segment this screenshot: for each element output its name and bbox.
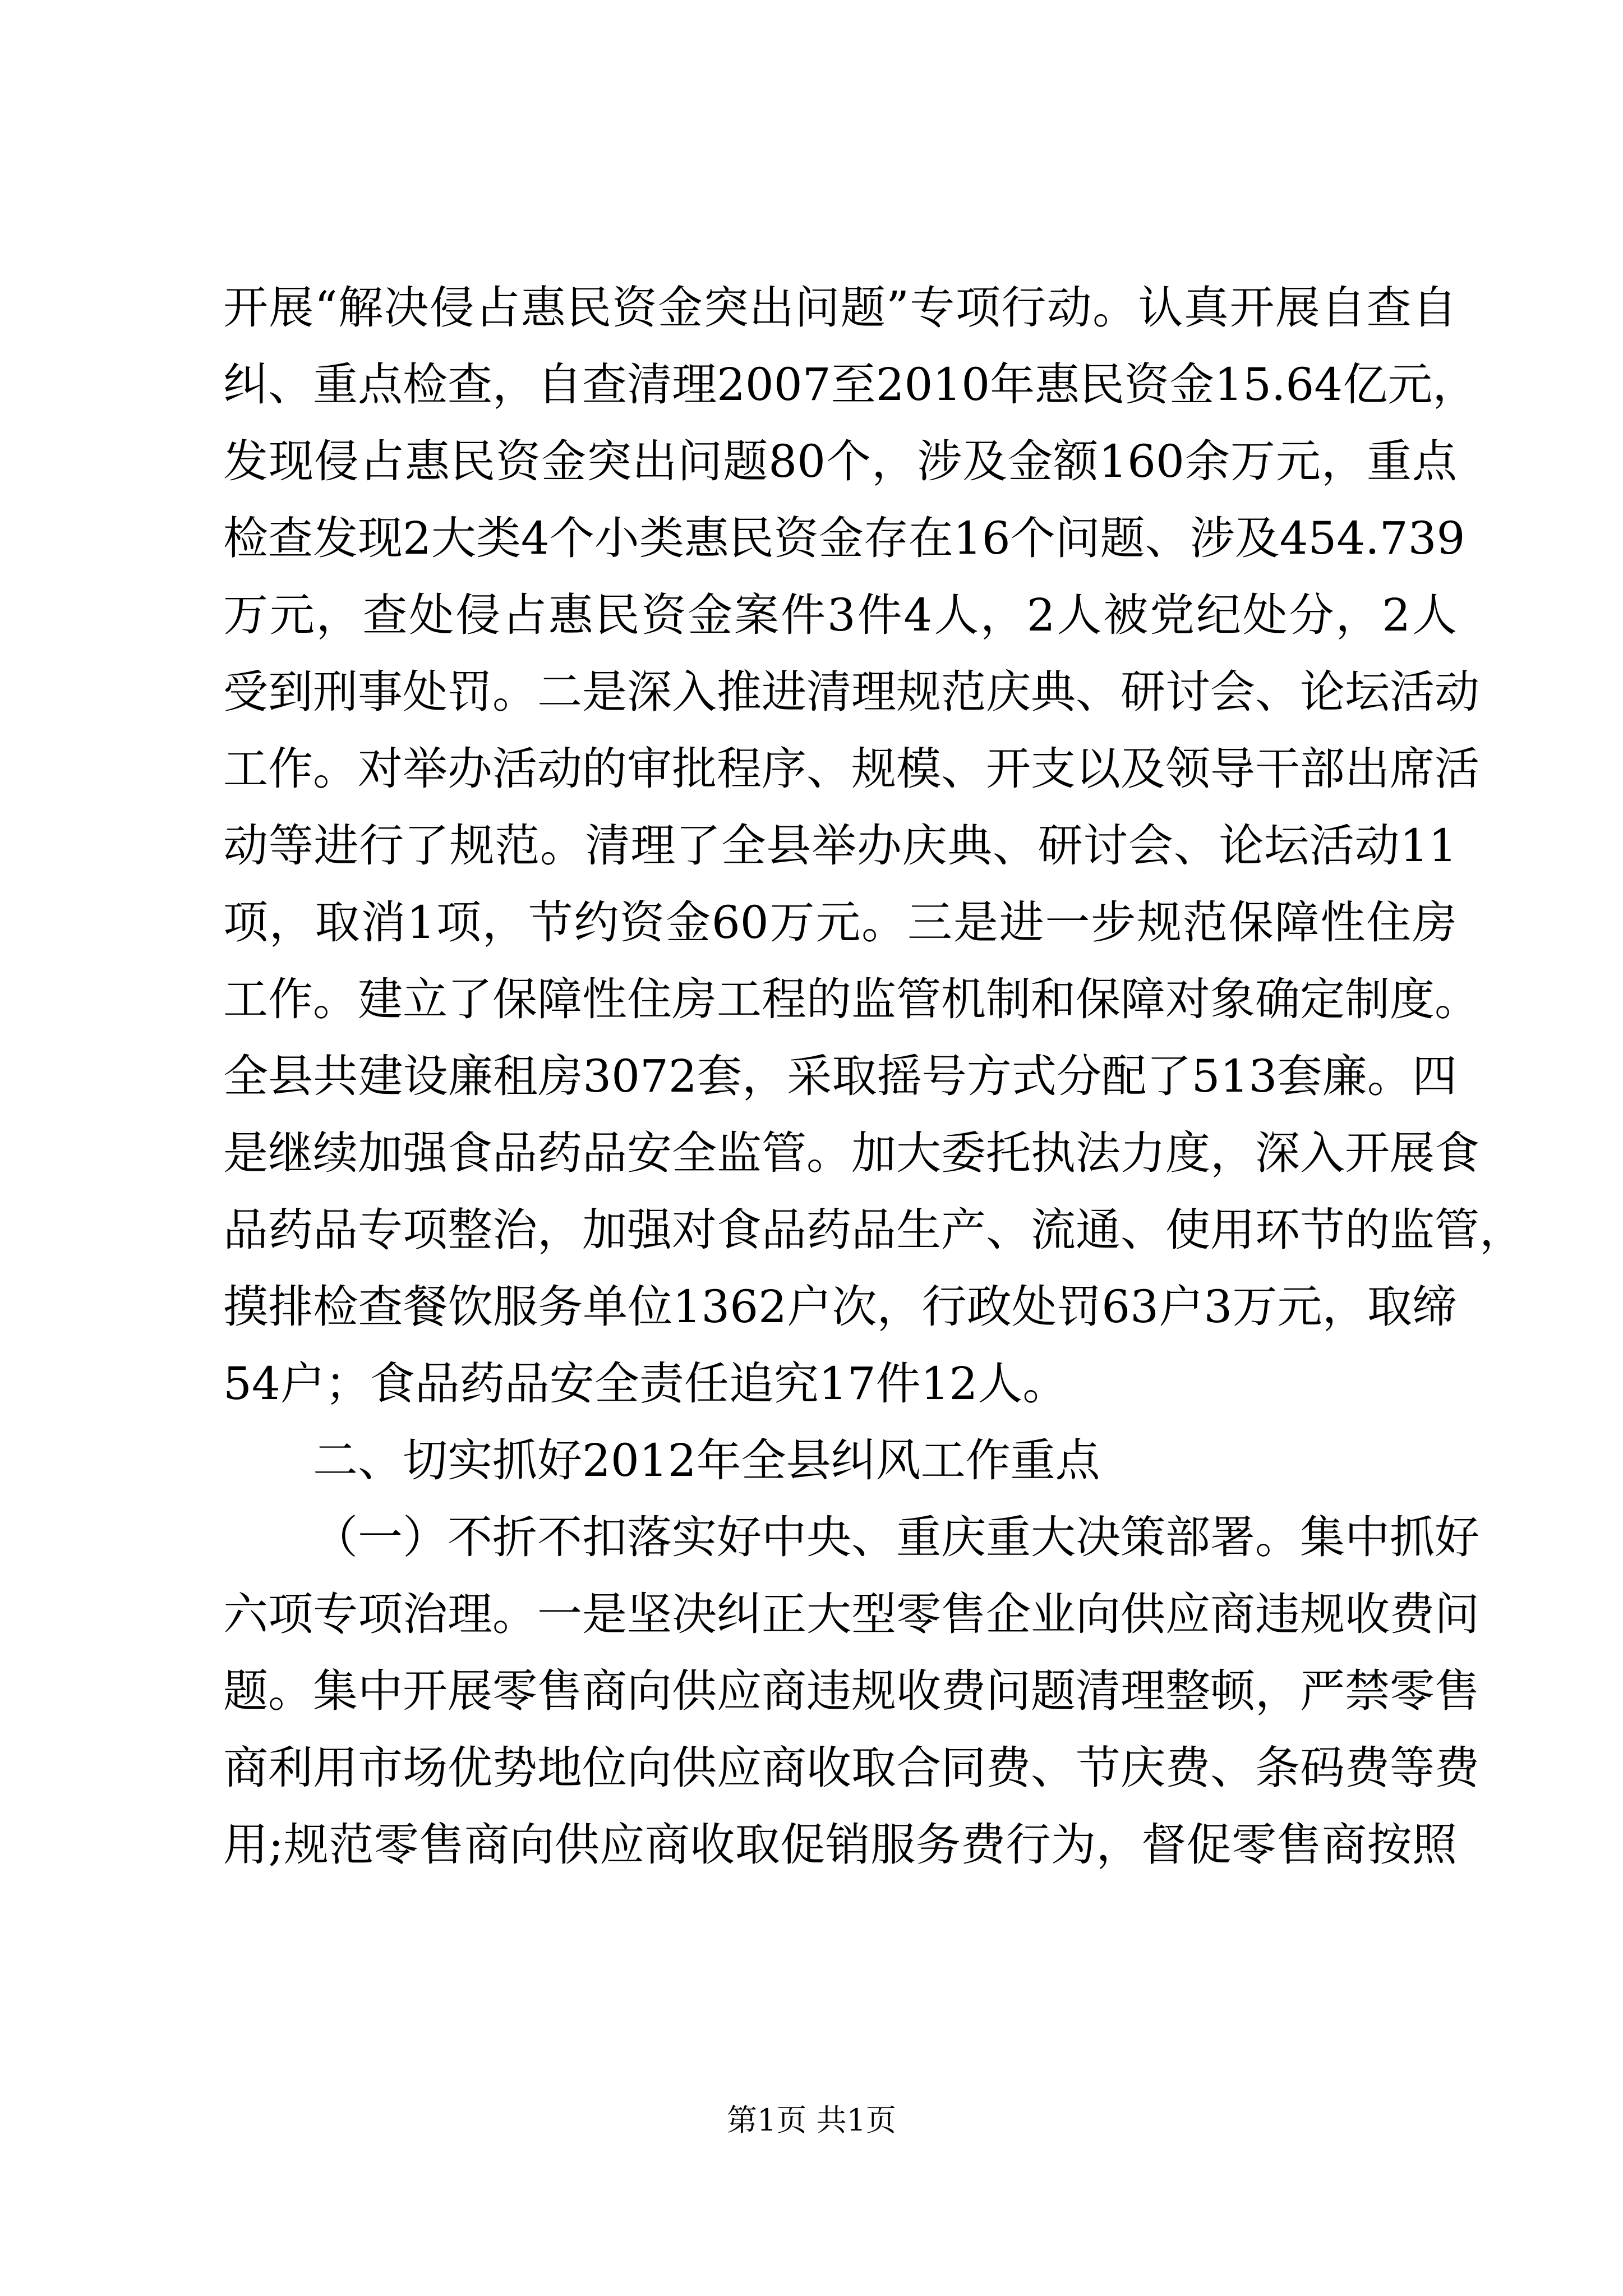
text-line: 题。集中开展零售商向供应商违规收费问题清理整顿，严禁零售	[223, 1665, 1479, 1717]
page-footer	[0, 2101, 1623, 2140]
text-line: 用;规范零售商向供应商收取促销服务费行为，督促零售商按照	[223, 1819, 1457, 1871]
text-line: 是继续加强食品药品安全监管。加大委托执法力度，深入开展食	[223, 1127, 1479, 1179]
section-heading: 二、切实抓好2012年全县纠风工作重点	[313, 1434, 1100, 1487]
text-line: 项，取消1项，节约资金60万元。三是进一步规范保障性住房	[223, 896, 1457, 949]
text-line: 商利用市场优势地位向供应商收取合同费、节庆费、条码费等费	[223, 1742, 1479, 1794]
text-line: 摸排检查餐饮服务单位1362户次，行政处罚63户3万元，取缔	[223, 1281, 1457, 1333]
text-line: 动等进行了规范。清理了全县举办庆典、研讨会、论坛活动11	[223, 820, 1457, 872]
text-line: 工作。对举办活动的审批程序、规模、开支以及领导干部出席活	[223, 743, 1479, 795]
text-line: 54户；食品药品安全责任追究17件12人。	[223, 1358, 1068, 1410]
text-line: 品药品专项整治，加强对食品药品生产、流通、使用环节的监管，	[223, 1204, 1524, 1256]
text-line: 开展“解决侵占惠民资金突出问题”专项行动。认真开展自查自	[223, 282, 1457, 334]
text-line: 纠、重点检查，自查清理2007至2010年惠民资金15.64亿元，	[223, 358, 1478, 411]
text-line: 检查发现2大类4个小类惠民资金存在16个问题、涉及454.739	[223, 512, 1465, 564]
text-line: 发现侵占惠民资金突出问题80个，涉及金额160余万元，重点	[223, 435, 1457, 487]
text-line: 工作。建立了保障性住房工程的监管机制和保障对象确定制度。	[223, 973, 1479, 1025]
text-line: （一）不折不扣落实好中央、重庆重大决策部署。集中抓好	[313, 1511, 1479, 1563]
text-line: 六项专项治理。一是坚决纠正大型零售企业向供应商违规收费问	[223, 1588, 1479, 1640]
text-line: 受到刑事处罚。二是深入推进清理规范庆典、研讨会、论坛活动	[223, 666, 1479, 718]
page-number-label: 第1页 共1页	[727, 2102, 896, 2138]
body-text	[223, 269, 1524, 1883]
text-line: 万元，查处侵占惠民资金案件3件4人，2人被党纪处分，2人	[223, 589, 1457, 641]
text-line: 全县共建设廉租房3072套，采取摇号方式分配了513套廉。四	[223, 1050, 1457, 1102]
